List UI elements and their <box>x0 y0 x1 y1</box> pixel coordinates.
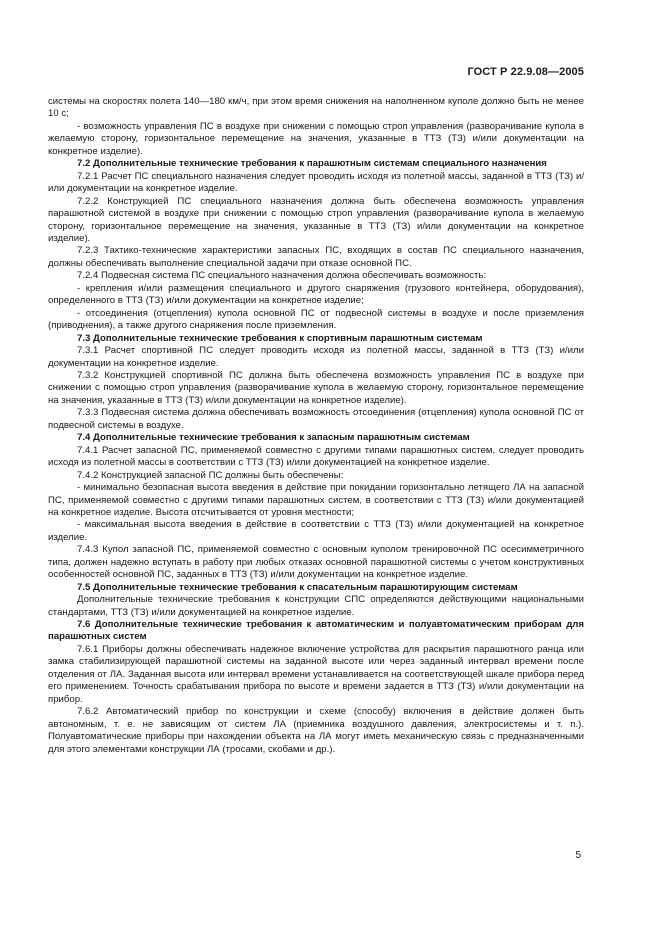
paragraph: 7.2.2 Конструкцией ПС специального назначения должна быть обеспечена возможность управления парашютной системой в воздухе при снижении с помощью строп управления (разворачивание купола в желаемую сторону, горизонтальное перемещение на значения, указанные в ТТЗ (ТЗ) и/или документации на конкретное изделие). <box>48 195 584 244</box>
paragraph: - минимально безопасная высота введения в действие при покидании горизонтально летящего ЛА на запасной ПС, применяемой совместно с другими типами парашютных систем, в соответствии с ТТЗ (ТЗ) и/или документацией на конкретное изделие. Высота отсчитывается от уровня местности; <box>48 482 584 518</box>
paragraph: 7.2.3 Тактико-технические характеристики запасных ПС, входящих в состав ПС специального назначения, должны обеспечивать выполнение специальной задачи при отказе основной ПС. <box>48 245 584 269</box>
paragraph: Дополнительные технические требования к конструкции СПС определяются действующими национальными стандартами, ТТЗ (ТЗ) и/или документацией на конкретное изделие. <box>48 594 584 618</box>
paragraph: - крепления и/или размещения специального и другого снаряжения (грузового контейнера, оборудования), определенного в ТТЗ (ТЗ) и/или документации на конкретное изделие; <box>48 282 584 307</box>
paragraph: - максимальная высота введения в действие в соответствии с ТТЗ (ТЗ) и/или документацией на конкретное изделие. <box>48 519 584 543</box>
paragraph: 7.3.2 Конструкцией спортивной ПС должна быть обеспечена возможность управления ПС в воздухе при снижении с помощью строп управления (разворачивание купола в желаемую сторону, горизонтальное перемещение на значения, указанные в ТТЗ (ТЗ) и/или документации на конкретное изделие). <box>48 369 584 406</box>
section-heading: 7.4 Дополнительные технические требования к запасным парашютным системам <box>77 432 470 444</box>
section-heading: 7.3 Дополнительные технические требования к спортивным парашютным системам <box>77 332 483 344</box>
paragraph: 7.6.1 Приборы должны обеспечивать надежное включение устройства для раскрытия парашютного ранца или замка стабилизирующей парашютной системы на заданной высоте или через заданный интервал времени после отделения от ЛА. Заданная высота или интервал времени устанавливается на соответствующей шкале прибора перед его применением. Точность срабатывания прибора по высоте и времени задается в ТТЗ (ТЗ) и/или документации на прибор. <box>48 643 584 705</box>
section-heading: 7.6 Дополнительные технические требования к автоматическим и полуавтоматическим приборам для парашютных систем <box>48 619 584 643</box>
paragraph: - отсоединения (отцепления) купола основной ПС от подвесной системы в воздухе и после приземления (приводнения), а также другого снаряжения после приземления. <box>48 307 584 332</box>
section-heading: 7.2 Дополнительные технические требования к парашютным системам специального назначения <box>77 158 547 170</box>
paragraph: 7.6.2 Автоматический прибор по конструкции и схеме (способу) включения в действие должен быть автономным, т. е. не зависящим от систем ЛА (приемника воздушного давления, электросистемы и т. п.). Полуавтоматические приборы при нахождении объекта на ЛА могут иметь механическую связь с предназначенными для этого элементами конструкции ЛА (тросами, скобами и др.). <box>48 706 584 755</box>
paragraph: 7.2.1 Расчет ПС специального назначения следует проводить исходя из полетной массы, заданной в ТТЗ (ТЗ) и/или документации на конкретное изделие. <box>48 170 584 195</box>
paragraph: 7.2.4 Подвесная система ПС специального назначения должна обеспечивать возможность: <box>77 270 487 282</box>
document-body <box>48 96 584 756</box>
document-id-header: ГОСТ Р 22.9.08—2005 <box>467 66 584 78</box>
paragraph: 7.3.3 Подвесная система должна обеспечивать возможность отсоединения (отцепления) купола основной ПС от подвесной системы в воздухе. <box>48 407 584 431</box>
paragraph: 7.3.1 Расчет спортивной ПС следует проводить исходя из полетной массы, заданной в ТТЗ (ТЗ) и/или документации на конкретное изделие. <box>48 345 584 369</box>
page-number: 5 <box>575 850 581 861</box>
paragraph: - возможность управления ПС в воздухе при снижении с помощью строп управления (разворачивание купола в желаемую сторону, горизонтальное перемещение на значения, указанные в ТТЗ (ТЗ) и/или документации на конкретное изделие). <box>48 120 584 157</box>
paragraph: 7.4.2 Конструкцией запасной ПС должны быть обеспечены: <box>77 469 344 481</box>
paragraph: 7.4.3 Купол запасной ПС, применяемой совместно с основным куполом тренировочной ПС осесимметричного типа, должен надежно вступать в работу при любых отказах основной парашютной системы с учетом конструктивных особенностей основной ПС, заданных в ТТЗ (ТЗ) и/или документации на конкретное изделие. <box>48 544 584 581</box>
section-heading: 7.5 Дополнительные технические требования к спасательным парашютирующим системам <box>77 581 518 593</box>
paragraph: системы на скоростях полета 140—180 км/ч, при этом время снижения на наполненном куполе должно быть не менее 10 с; <box>48 96 584 120</box>
paragraph: 7.4.1 Расчет запасной ПС, применяемой совместно с другими типами парашютных систем, следует проводить исходя из полетной массы в соответствии с ТТЗ (ТЗ) и/или документацией на конкретное изделие. <box>48 444 584 469</box>
